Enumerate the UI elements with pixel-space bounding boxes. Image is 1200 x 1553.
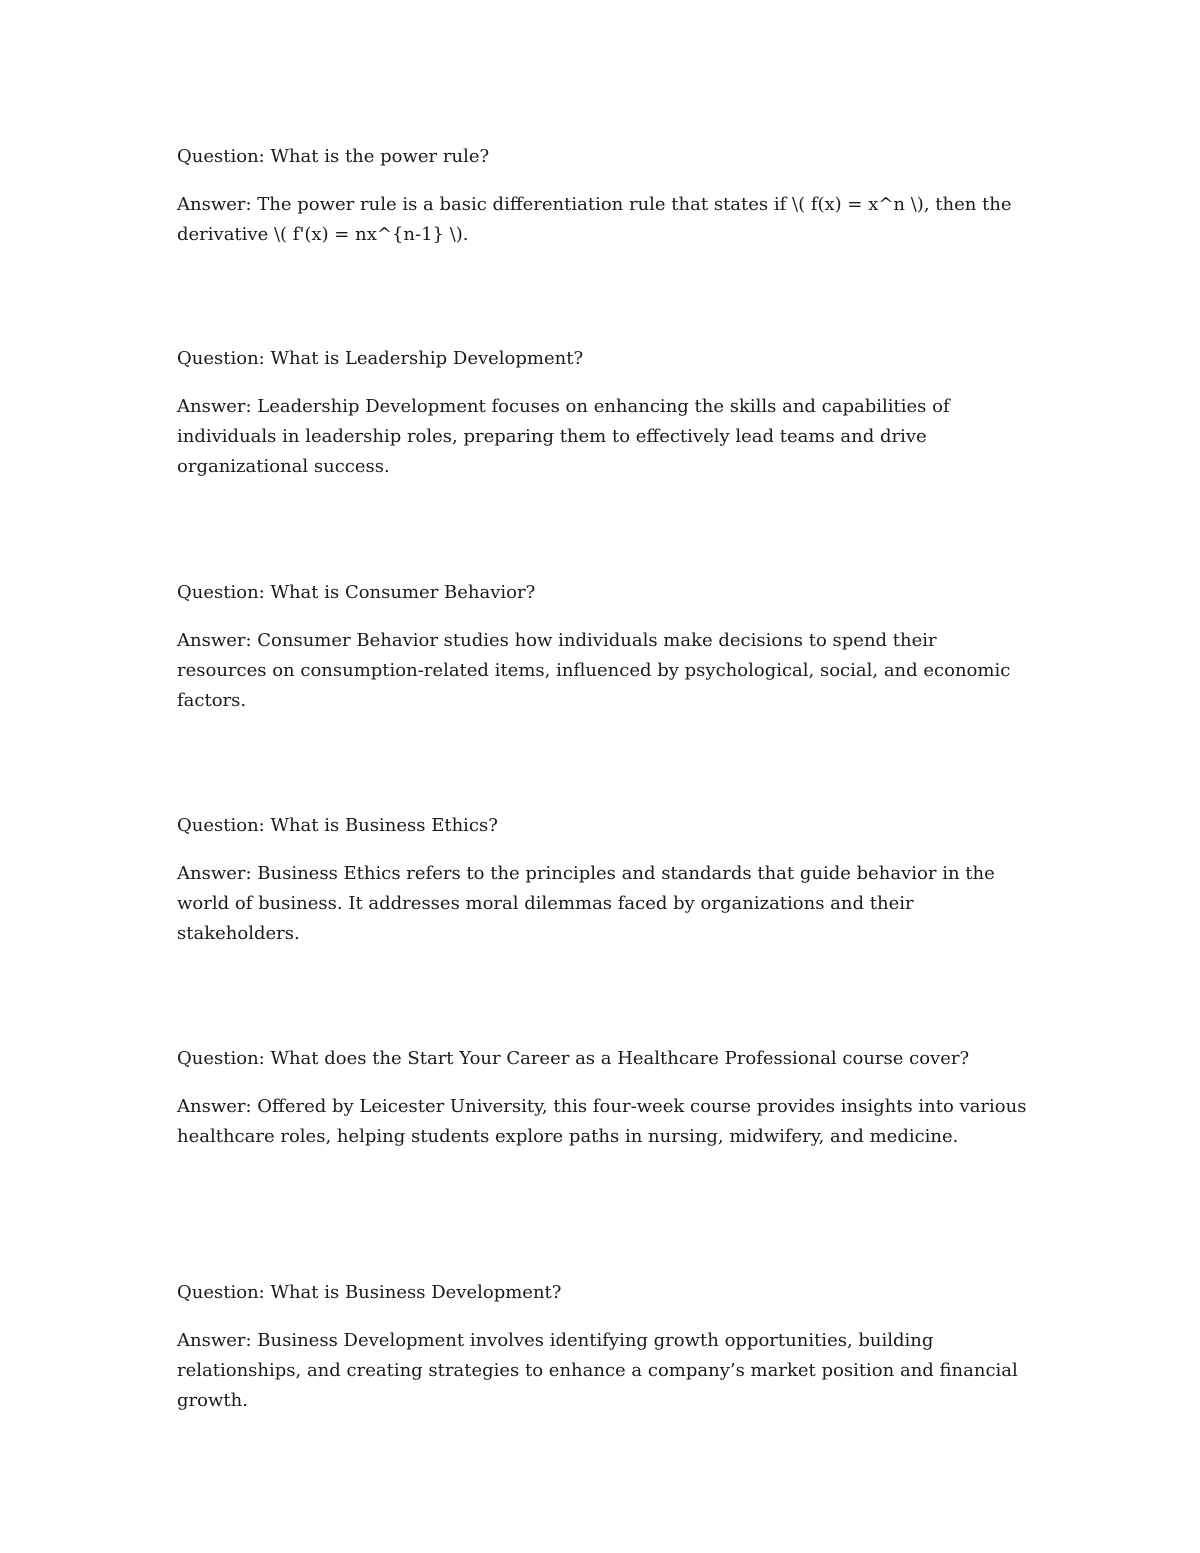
- question-text: Question: What is Consumer Behavior?: [177, 582, 536, 603]
- qa-block: [177, 1278, 1027, 1416]
- question-text: Question: What is Leadership Development?: [177, 348, 584, 369]
- answer-text: Answer: Business Development involves identifying growth opportunities, building relationships, and creating strategies to enhance a company’s market position and financial growth.: [177, 1330, 1018, 1411]
- qa-block: [177, 1044, 1027, 1152]
- qa-block: [177, 578, 1027, 716]
- qa-block: [177, 344, 1027, 482]
- question-text: Question: What does the Start Your Career as a Healthcare Professional course cover?: [177, 1048, 970, 1069]
- question-text: Question: What is Business Ethics?: [177, 815, 498, 836]
- answer-text: Answer: The power rule is a basic differentiation rule that states if \( f(x) = x^n \), then the derivative \( f'(x) = nx^{n-1} \).: [177, 194, 1012, 245]
- answer-text: Answer: Business Ethics refers to the principles and standards that guide behavior in the world of business. It addresses moral dilemmas faced by organizations and their stakeholders.: [177, 863, 995, 944]
- question-text: Question: What is Business Development?: [177, 1282, 562, 1303]
- question-text: Question: What is the power rule?: [177, 146, 490, 167]
- answer-text: Answer: Offered by Leicester University, this four-week course provides insights into various healthcare roles, helping students explore paths in nursing, midwifery, and medicine.: [177, 1096, 1027, 1147]
- answer-text: Answer: Consumer Behavior studies how individuals make decisions to spend their resources on consumption-related items, influenced by psychological, social, and economic factors.: [177, 630, 1011, 711]
- answer-text: Answer: Leadership Development focuses on enhancing the skills and capabilities of individuals in leadership roles, preparing them to effectively lead teams and drive organizational success.: [177, 396, 950, 477]
- qa-block: [177, 811, 1027, 949]
- qa-block: [177, 142, 1027, 250]
